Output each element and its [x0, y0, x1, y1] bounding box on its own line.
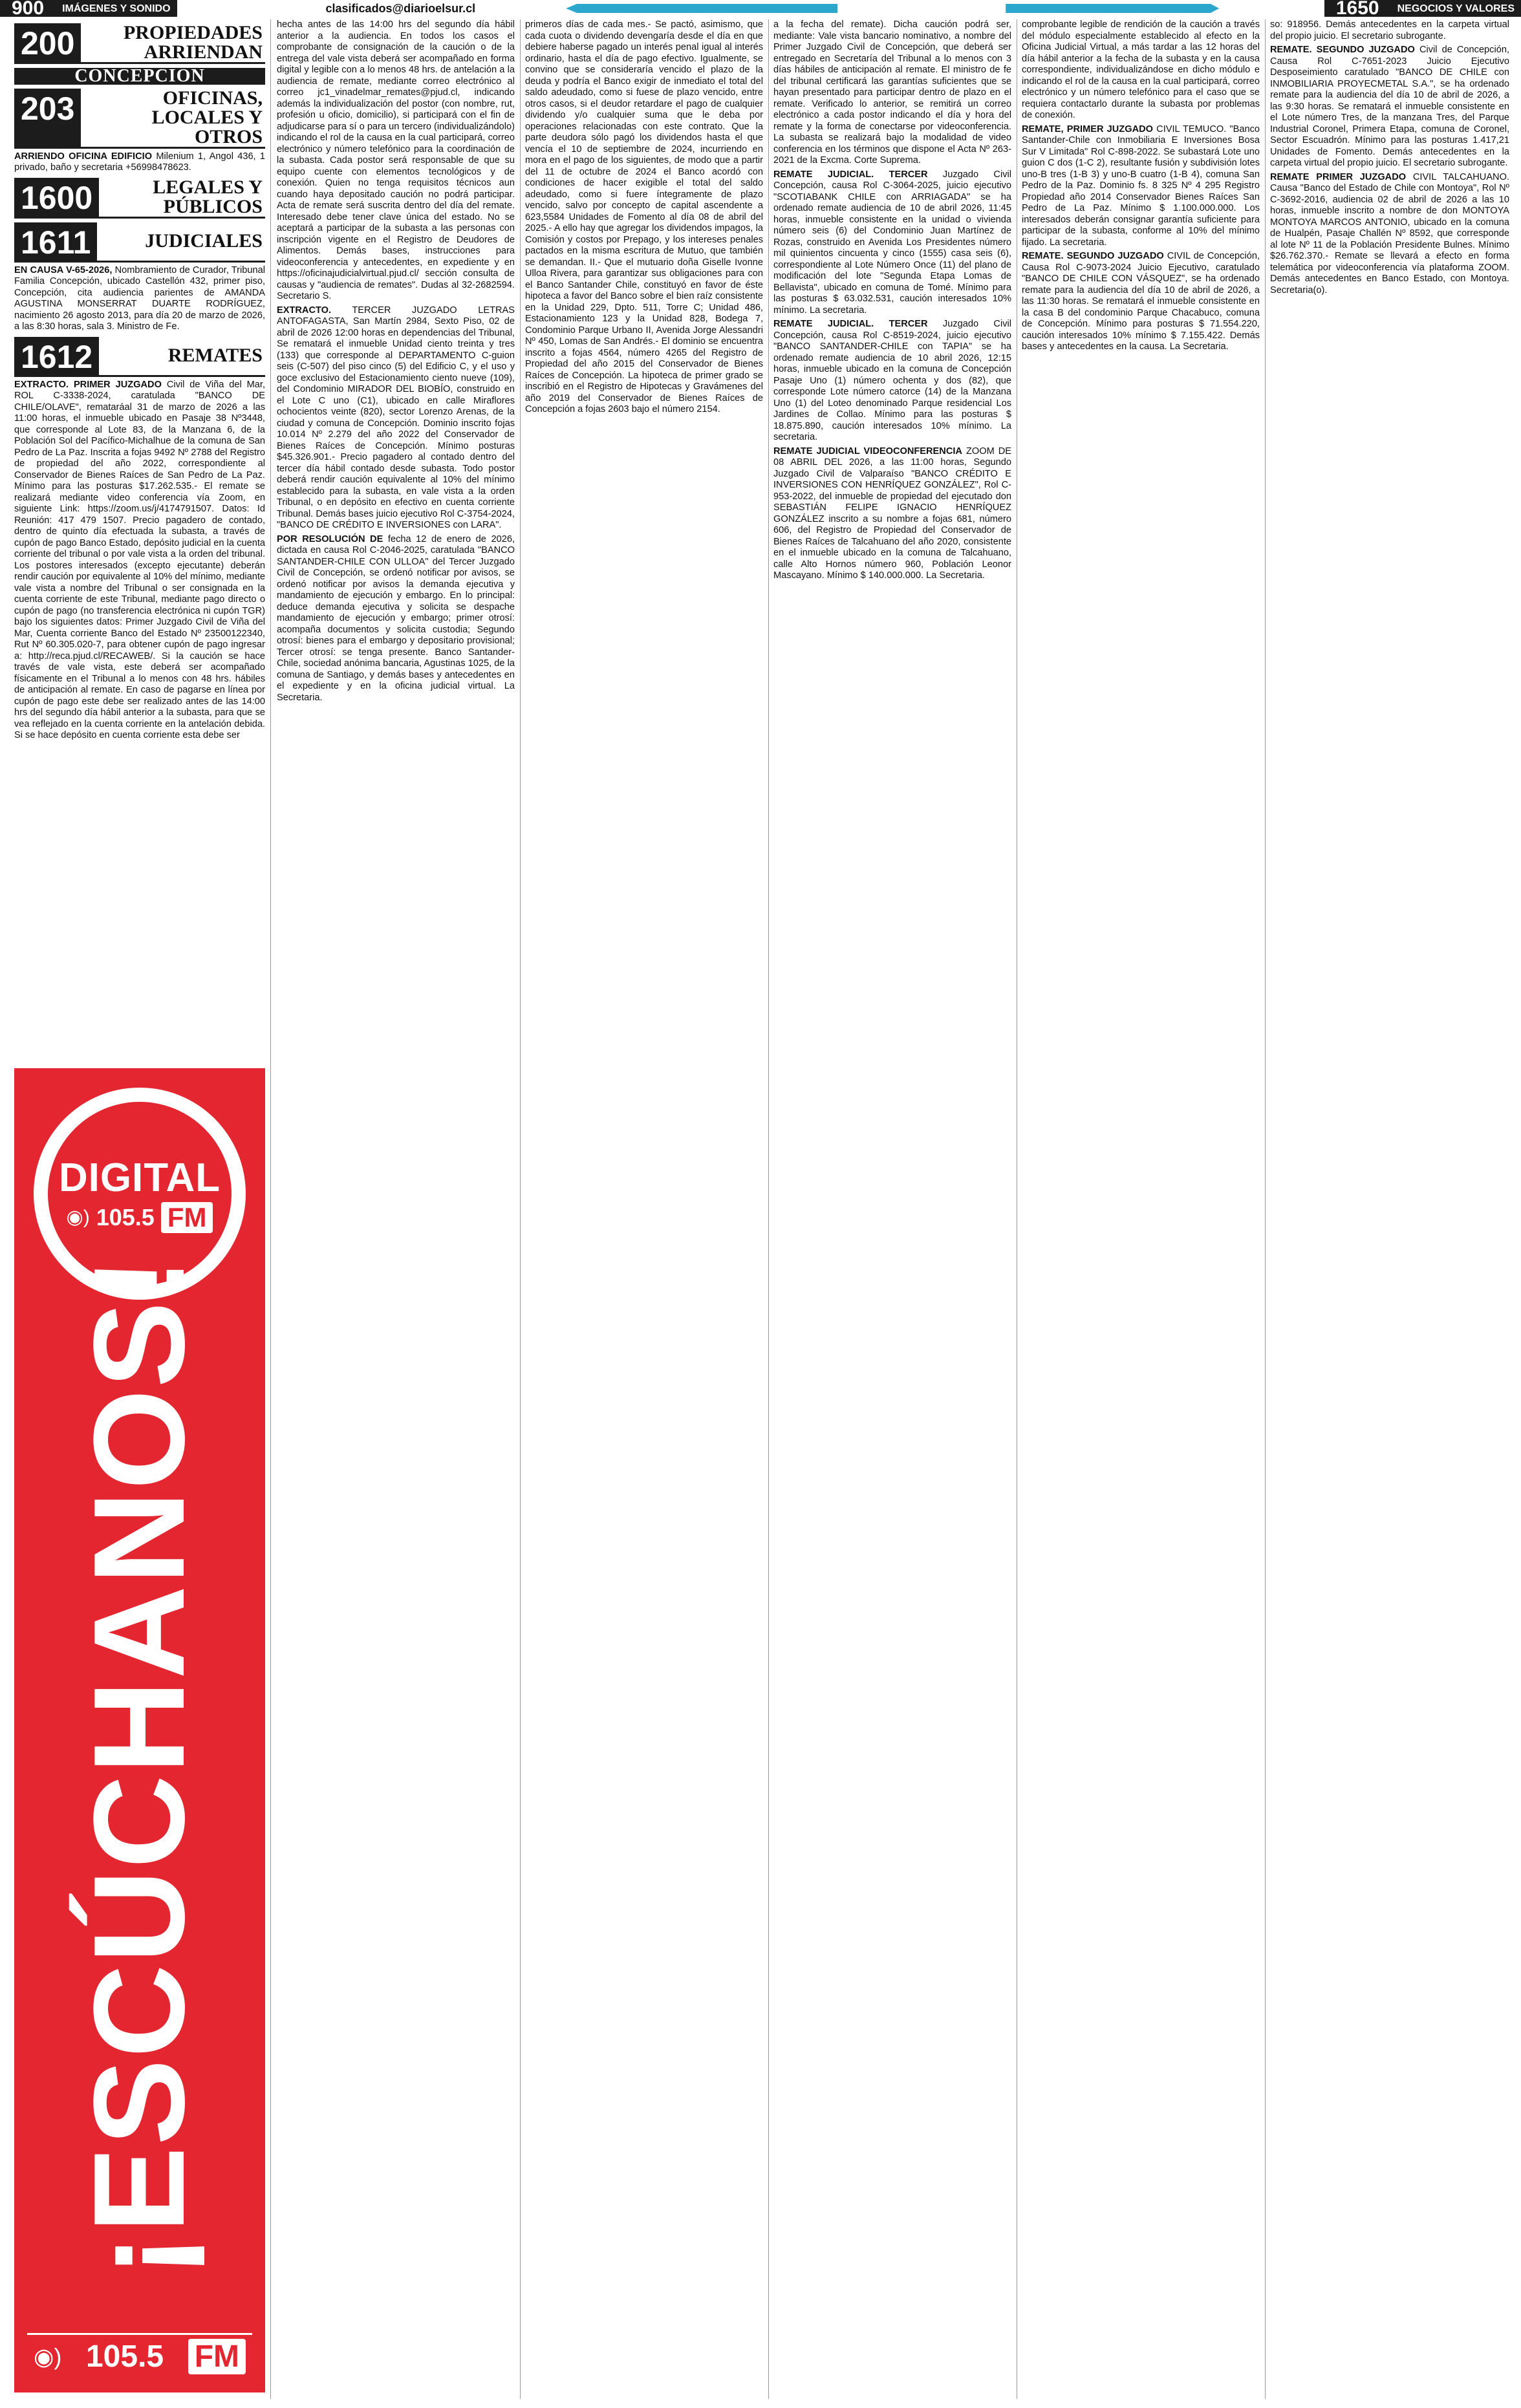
column-5 [1022, 19, 1260, 356]
notice-lead: EXTRACTO. PRIMER JUZGADO [14, 379, 162, 390]
column-3 [525, 19, 763, 418]
section-number-left: 900 [0, 0, 56, 17]
notice-lead: REMATE. SEGUNDO JUZGADO [1022, 251, 1164, 261]
notice-lead: REMATE JUDICIAL VIDEOCONFERENCIA [773, 446, 962, 457]
section-label-right-group [1324, 0, 1521, 17]
auction-notice [277, 534, 515, 704]
radio-brand: DIGITAL [58, 1155, 221, 1200]
auction-notice: comprobante legible de rendición de la caución a través del módulo especialmente establecido al efecto en la Oficina Judicial Virtual, a más tardar a las 12 horas del día hábil anterior a la fecha de la subasta y en la causa correspondiente, individualizándose en dicho módulo e indicando el rol de la causa en la cual participará, correo electrónico y un número telefónico para el caso que se requiera contactarlo durante la subasta por problemas de conexión. [1022, 19, 1260, 120]
section-title: PROPIEDADES ARRIENDAN [81, 23, 265, 64]
auction-notice [277, 305, 515, 532]
notice-body: TERCER JUZGADO LETRAS ANTOFAGASTA, San Martín 2984, Sexto Piso, 02 de abril de 2026 12:00 horas en dependencias del Tribunal, Se rematará el inmueble Unidad ciento treinta y tres (133) que corresponde al DEPARTAMENTO C-guion seis (C-507) del piso cinco (5) del Edificio C, y el uso y goce exclusivo del Estacionamiento ciento nueve (109), del Condominio MIRADOR DEL BIOBÍO, construido en el Lote C uno (C1), ubicado en calle Miraflores ochocientos veinte (820), sector Lorenzo Arenas, de la ciudad y comuna de Concepción. Dominio inscrito fojas 10.014 Nº 2.279 del año 2022 del Conservador de Bienes Raíces de Concepción. Mínimo posturas $45.326.901.- Precio pagadero al contado dentro del tercer día hábil contado desde subasta. Todo postor deberá rendir caución equivalente al 10% del mínimo establecido para la subasta, en vale vista a la orden Tribunal, o en depósito en efectivo en cuenta corriente Tribunal. Demás bases juicio ejecutivo Rol C-3754-2024, "BANCO DE CRÉDITO E INVERSIONES con LARA". [277, 305, 515, 530]
radio-wave-icon: ◉) [34, 2343, 62, 2370]
notice-body: fecha 12 de enero de 2026, dictada en causa Rol C-2046-2025, caratulada "BANCO SANTANDER-CHILE CON ULLOA" del Tercer Juzgado Civil de Concepción, se ordenó notificar por avisos, se ordenó notificar por avisos la demanda ejecutiva y mandamiento de ejecución y embargo. En lo principal: deduce demanda ejecutiva y solicita se despache mandamiento de ejecución y embargo; primer otrosí: acompaña documentos y solicita custodia; Segundo otrosí: bienes para el embargo y depositario provisional; Tercer otrosí: se tenga presente. Banco Santander-Chile, sociedad anónima bancaria, Agustinas 1025, de la comuna de Santiago, y demás bases y antecedentes en el expediente y en la oficina judicial virtual. La Secretaria. [277, 533, 515, 703]
notice-body: Civil de Concepción, Causa Rol C-7651-2023 Juicio Ejecutivo Desposeimiento caratulado "BANCO DE CHILE con INMOBILIARIA PROYECMETAL S.A.", se ha ordenado remate para la audiencia del día 10 de abril de 2026, a las 9:30 horas. Se rematará el inmueble consistente en el Lote número Tres, de la manzana Tres, del Parque Industrial Coronel, Primera Etapa, comuna de Coronel, Sector Escuadrón. Mínimo para las posturas 1.417,21 Unidades de Fomento. Demás antecedentes en la carpeta virtual del propio juicio. El secretario subrogante. [1270, 45, 1509, 168]
section-header-200 [14, 23, 265, 64]
auction-notice [1022, 251, 1260, 353]
column-4 [773, 19, 1011, 585]
section-number: 1611 [14, 222, 97, 263]
column-divider [270, 19, 271, 2399]
radio-wave-icon: ◉) [66, 1207, 90, 1228]
radio-advertisement [14, 1068, 265, 2392]
classifieds-email: clasificados@diarioelsur.cl [325, 1, 476, 15]
top-banner [0, 0, 1521, 17]
notice-body: CIVIL de Concepción, Causa Rol C-9073-2024 Juicio Ejecutivo, caratulado "BANCO DE CHILE CON VÁSQUEZ", se ha ordenado remate para la audiencia del día 10 de abril de 2026, a las 11:30 horas. Se rematará el inmueble consistente en la casa B del condominio Parque Chacabuco, comuna de Concepción. Mínimo para posturas $ 71.554.220, caución interesados 10% mínimo $ 7.155.422. Demás bases y antecedentes en la causa. La Secretaria. [1022, 251, 1260, 352]
ad-lead: ARRIENDO OFICINA EDIFICIO [14, 151, 153, 162]
notice-body: CIVIL TEMUCO. "Banco Santander-Chile con Inmobiliaria E Inversiones Bosa Sur V Limitada" Rol C-898-2022. Se subastará Lote uno guion C dos (1-C 2), resultante fusión y subdivisión lotes uno-B tres (1-B 3) y uno-B cuatro (1-B 4), comuna San Pedro de la Paz. Dominio fs. 8 325 Nº 4 295 Registro Propiedad año 2014 Conservador Bienes Raíces San Pedro de La Paz. Mínimo $ 1.100.000.000. Los interesados deberán consignar garantía suficiente para participar de la subasta, conforme al 10% del mínimo fijado. La secretaria. [1022, 124, 1260, 248]
section-label-left [56, 0, 177, 17]
decorative-arrow-left [566, 4, 837, 13]
ad-body: Milenium 1, Angol 436, 1 privado, baño y secretaria +56998478623. [14, 151, 265, 173]
section-header-1612 [14, 337, 265, 377]
column-2 [277, 19, 515, 706]
notice-lead: EN CAUSA V-65-2026, [14, 264, 113, 275]
auction-notice: primeros días de cada mes.- Se pactó, asimismo, que cada cuota o dividendo devengaría desde el día en que debiere haberse pagado un interés penal igual al interés ordinario, hasta el día de pago efectivo. Igualmente, se convino que se consideraría vencido el plazo de la deuda y podría el Banco exigir de inmediato el total del saldo adeudado, como si fuese de plazo vencido, entre otros casos, si el deudor retardare el pago de cualquier dividendo y/o cualquier suma que le deba por operaciones relacionadas con este contrato. Que la parte deudora sólo pagó los dividendos hasta el que vencía el 10 de septiembre de 2024, incurriendo en mora en el pago de los siguientes, de modo que a partir del 11 de octubre de 2024 el Banco acordó con condiciones de hacer exigible el total del saldo adeudado, como si fuere íntegramente de plazo vencido, salvo por concepto de capital ascendente a 623,5584 Unidades de Fomento al día 08 de abril del 2025.- A ello hay que agregar los dividendos impagos, la Comisión y costos por Prepago, y los intereses penales pactados en la misma escritura de Mutuo, que también se demandan. II.- Que el mutuario doña Giselle Ivonne Ulloa Rivera, para garantizar sus obligaciones para con el Banco Santander Chile, constituyó en favor de éste hipoteca a favor del Banco sobre el bien raíz consistente en la Unidad 229, Dpto. 511, Torre C; Unidad 486, Estacionamiento 123 y la Unidad 828, Bodega 7, Condominio Parque Urbano II, Avenida Jorge Alessandri Nº 450, Lomas de San Andrés.- El dominio se encuentra inscrito a fojas 4564, número 4265 del Registro de Propiedad del año 2015 del Conservador de Bienes Raíces de Concepción. La hipoteca de primer grado se inscribió en el Registro de Hipotecas y Gravámenes del año 2019 del Conservador de Bienes Raíces de Concepción a fojas 2603 bajo el número 2154. [525, 19, 763, 414]
section-number: 1600 [14, 178, 99, 219]
auction-notice [773, 446, 1011, 582]
section-title: JUDICIALES [97, 222, 265, 263]
column-divider [520, 19, 521, 2399]
ad-footer [27, 2333, 252, 2378]
notice-body: CIVIL TALCAHUANO. Causa "Banco del Estado de Chile con Montoya", Rol Nº C-3692-2016, audiencia 02 de abril de 2026 a las 10 horas, inmueble inscrito a nombre de don MONTOYA MONTOYA MARCOS ANTONIO, ubicado en la comuna de Hualpén, Pasaje Challén Nº 8592, que corresponde al lote Nº 11 de la Población Presidente Bulnes. Mínimo $26.762.370.- Remate se llevará a efecto en forma telemática por videoconferencia vía plataforma ZOOM. Demás antecedentes en Banco Estado, con Montoya. Secretaria(o). [1270, 171, 1509, 296]
notice-body: Juzgado Civil Concepción, causa Rol C-3064-2025, juicio ejecutivo "SCOTIABANK CHILE con ARRIAGADA" se ha ordenado remate audiencia de 10 de abril 2026, 11:45 horas, inmueble consistente en la unidad o vivienda número seis (6) del Condominio Juan Martínez de Rozas, construido en Avenida Los Presidentes número mil quinientos cincuenta y cinco (1555) casa seis (6), correspondiente al Lote Número Once (11) del plano de modificación del lote "Segunda Etapa Lomas de Bellavista", ubicado en comuna de Tomé. Mínimo para las posturas $ 63.032.531, caución interesados 10% mínimo. La secretaria. [773, 169, 1011, 316]
notice-lead: REMATE JUDICIAL. TERCER [773, 169, 928, 180]
section-label-right: NEGOCIOS Y VALORES [1391, 0, 1521, 17]
section-number: 203 [14, 89, 81, 149]
auction-notice: a la fecha del remate). Dicha caución podrá ser, mediante: Vale vista bancario nominativo, a nombre del Primer Juzgado Civil de Concepción, que deberá ser entregado en Secretaría del Tribunal a lo menos con 3 días hábiles de anticipación al remate. El ministro de fe del tribunal certificará las garantías suficientes que se hayan presentado para participar dentro de plazo en el remate. Verificado lo anterior, se remitirá un correo electrónico a cada postor indicando el día y hora del remate y la forma de conectarse por videoconferencia. La subasta se realizará bajo la modalidad de video conferencia en los términos que dispone el Acta Nº 263-2021 de la Excma. Corte Suprema. [773, 19, 1011, 166]
radio-frequency: 105.5 [85, 2339, 164, 2374]
column-1 [14, 19, 265, 744]
section-title: OFICINAS, LOCALES Y OTROS [81, 89, 265, 149]
decorative-arrow-right [1006, 4, 1219, 13]
notice-lead: REMATE PRIMER JUZGADO [1270, 171, 1407, 182]
column-divider [768, 19, 769, 2399]
radio-band: FM [188, 2339, 246, 2374]
city-subheader: CONCEPCION [14, 68, 265, 85]
section-label-left-text: IMÁGENES Y SONIDO [62, 3, 171, 14]
section-header-1611 [14, 222, 265, 263]
auction-notice [1270, 45, 1509, 169]
notice-lead: REMATE, PRIMER JUZGADO [1022, 124, 1153, 134]
notice-body: Juzgado Civil Concepción, causa Rol C-8519-2024, juicio ejecutivo "BANCO SANTANDER-CHILE con TAPIA" se ha ordenado remate audiencia de 10 abril 2026, 12:15 horas, inmueble ubicado en la comuna de Concepción Pasaje Uno (1) número ochenta y dos (82), que corresponde Lote número catorce (14) de la Manzana Uno (1) del Loteo denominado Parque residencial Los Jardines de Collao. Mínimo para las posturas $ 18.875.890, caución interesados 10% mínimo. La secretaria. [773, 319, 1011, 442]
auction-notice: hecha antes de las 14:00 hrs del segundo día hábil anterior a la audiencia. En todos los casos el comprobante de consignación de la caución o de la entrega del vale vista deberá ser acompañado en forma digital y legible con a lo menos 48 hrs. de antelación a la audiencia de remate, mediante correo electrónico al correo jc1_vinadelmar_remates@pjud.cl, indicando además la individualización del postor (con nombre, rut, profesión u oficio, domicilio), si participará con el fin de adjudicarse para sí o para un tercero (individualizándolo) indicando el rol de la causa en la cual participará, correo electrónico y número telefónico para la coordinación de la subasta. Cada postor será responsable de que su equipo cuente con elementos tecnológicos y de conexión. Quien no tenga requisitos técnicos aun cuando haya depositado caución no podrá participar. Acta de remate será suscrita dentro del día del remate. Interesado debe tener clave única del estado. No se aceptará a participar de la subasta a las personas con inscripción vigente en el Registro de Deudores de Alimentos. Demás bases, instrucciones para videoconferencia y antecedentes, en expediente y en https://oficinajudicialvirtual.pjud.cl/ sección consulta de causas y "audiencia de remates". Dudas al 32-2682594. Secretario S. [277, 19, 515, 301]
auction-notice [773, 319, 1011, 444]
ad-headline: ¡ESCÚCHANOS! [67, 1256, 211, 2277]
radio-frequency-row [67, 1202, 213, 1233]
section-number-right: 1650 [1324, 0, 1391, 17]
legal-notice [14, 265, 265, 333]
notice-body: Nombramiento de Curador, Tribunal Familia Concepción, ubicado Castellón 432, primer piso, Concepción, cita audiencia parientes de AMANDA AGUSTINA MONSERRAT DUARTE RODRÍGUEZ, nacimiento 26 agosto 2013, para día 20 de marzo de 2026, a las 8:30 horas, sala 3. Ministro de Fe. [14, 264, 265, 332]
classified-ad [14, 151, 265, 174]
section-number: 200 [14, 23, 81, 64]
auction-notice [14, 380, 265, 742]
section-title: LEGALES Y PÚBLICOS [99, 178, 265, 219]
notice-lead: REMATE JUDICIAL. TERCER [773, 319, 928, 329]
auction-notice: so: 918956. Demás antecedentes en la carpeta virtual del propio juicio. El secretario subrogante. [1270, 19, 1509, 41]
notice-lead: POR RESOLUCIÓN DE [277, 533, 383, 544]
section-header-203 [14, 89, 265, 149]
section-number: 1612 [14, 337, 99, 377]
section-header-1600 [14, 178, 265, 219]
column-6 [1270, 19, 1509, 299]
notice-lead: REMATE. SEGUNDO JUZGADO [1270, 45, 1415, 55]
auction-notice [1022, 124, 1260, 249]
radio-band: FM [161, 1202, 213, 1233]
radio-frequency: 105.5 [96, 1203, 155, 1231]
auction-notice [773, 169, 1011, 317]
auction-notice [1270, 172, 1509, 297]
section-title: REMATES [99, 337, 265, 377]
notice-body: Civil de Viña del Mar, ROL C-3338-2024, caratulada "BANCO DE CHILE/OLAVE", remataráal 31 de marzo de 2026 a las 11:00 horas, el inmueble ubicado en Pasaje 38 Nº3448, que corresponde al Lote 83, de la Manzana 6, de la Población Sol del Pacífico-Michalhue de la comuna de San Pedro de La Paz. Inscrita a fojas 9492 Nº 2788 del Registro de propiedad del año 2022, correspondiente al Conservador de Bienes Raíces de San Pedro de La Paz. Mínimo para las posturas $17.262.535.- El remate se realizará mediante video conferencia vía Zoom, en siguiente Link: https://zoom.us/j/4174791507. Datos: Id Reunión: 417 479 1507. Precio pagadero de contado, dentro de quinto día efectuada la subasta, a través de cupón de pago Banco Estado, depósito judicial en la cuenta corriente del tribunal o por vale vista a la orden del tribunal. Los postores interesados (excepto ejecutante) deberán rendir caución por equivalente al 10% del mínimo, mediante vale vista a nombre del Tribunal o ser consignada en la cuenta corriente de este Tribunal, mediante pago directo o cupón de pago (no transferencia electrónica ni cupón TGR) bajo los siguientes datos: Primer Juzgado Civil de Viña del Mar, Cuenta corriente Banco del Estado Nº 23500122340, Rut Nº 60.305.020-7, para obtener cupón de pago ingresar a: http://reca.pjud.cl/RECAWEB/. Si la caución se hace través de vale vista, este deberá ser acompañado físicamente en el Tribunal a lo menos con 48 hrs. hábiles de anticipación al remate. En caso de pagarse en línea por cupón de pago este debe ser realizado antes de las 14:00 hrs del segundo día hábil anterior a la subasta, para que se vea reflejado en la cuenta corriente en la antelación debida. Si se hace depósito en cuenta corriente esta debe ser [14, 379, 265, 740]
notice-body: ZOOM DE 08 ABRIL DEL 2026, a las 11:00 horas, Segundo Juzgado Civil de Valparaíso "BANCO CRÉDITO E INVERSIONES CON HENRÍQUEZ GONZÁLEZ", Rol C-953-2022, del inmueble de propiedad del ejecutado don SEBASTIÁN FELIPE IGNACIO HENRÍQUEZ GONZÁLEZ inscrito a su nombre a fojas 681, número 606, del Registro de Propiedad del Conservador de Bienes Raíces de Talcahuano del año 2020, consistente en el inmueble ubicado en la comuna de Talcahuano, calle Alto Hornos número 960, Población Leonor Mascayano. Mínimo $ 140.000.000. La Secretaria. [773, 446, 1011, 581]
column-divider [1265, 19, 1266, 2399]
notice-lead: EXTRACTO. [277, 305, 332, 316]
